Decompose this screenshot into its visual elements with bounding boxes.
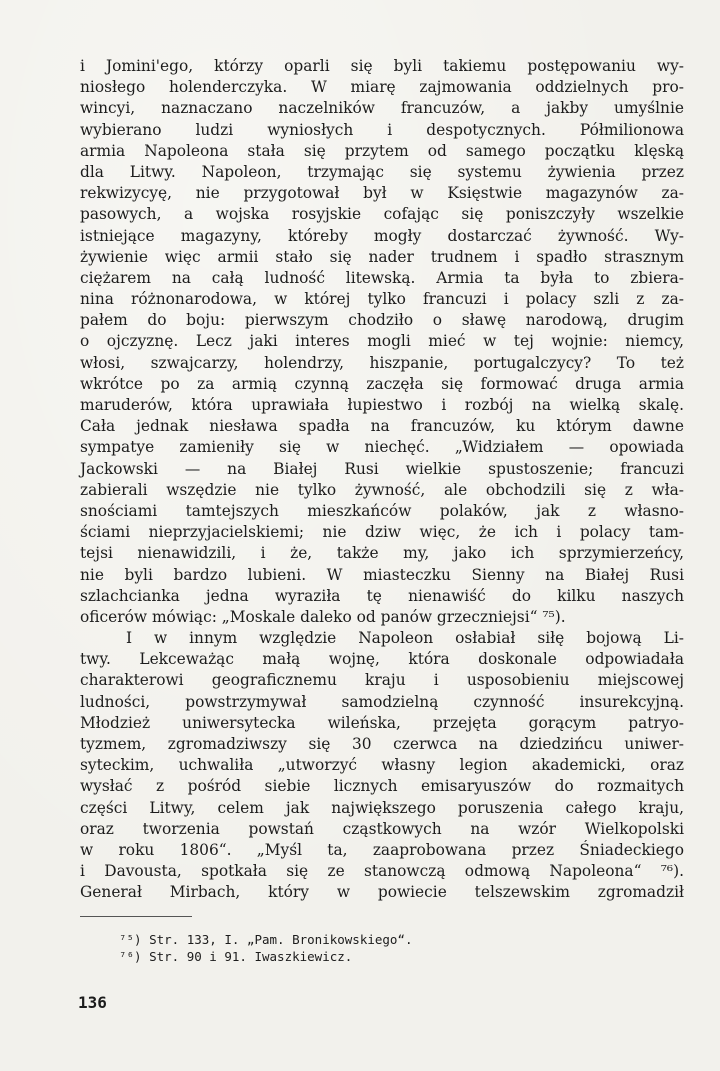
text-line: szlachcianka jedna wyraziła tę nienawiść do kilku naszych — [80, 586, 684, 605]
text-line: wincyi, naznaczano naczelników francuzów, a jakby umyślnie — [80, 99, 684, 118]
text-line: wysłać z pośród siebie licznych emisaryuszów do rozmaitych — [80, 777, 684, 796]
text-line: Młodzież uniwersytecka wileńska, przejęta gorącym patryo- — [80, 713, 684, 732]
text-line: twy. Lekceważąc małą wojnę, która doskonale odpowiadała — [80, 650, 684, 669]
text-line: Jackowski — na Białej Rusi wielkie spustoszenie; francuzi — [80, 459, 684, 478]
text-line: dla Litwy. Napoleon, trzymając się systemu żywienia przez — [80, 162, 684, 181]
text-line: i Jomini'ego, którzy oparli się byli takiemu postępowaniu wy- — [80, 57, 684, 75]
text-line: Cała jednak niesława spadła na francuzów, ku którym dawne — [80, 417, 684, 436]
text-line: włosi, szwajcarzy, holendrzy, hiszpanie, portugalczycy? To też — [80, 353, 684, 372]
text-line: pasowych, a wojska rosyjskie cofając się poniszczyły wszelkie — [80, 205, 684, 224]
text-line: ludności, powstrzymywał samodzielną czynność insurekcyjną. — [80, 692, 684, 711]
text-line: charakterowi geograficznemu kraju i usposobieniu miejscowej — [80, 671, 684, 690]
text-line: ściami nieprzyjacielskiemi; nie dziw więc, że ich i polacy tam- — [80, 523, 684, 542]
text-line: części Litwy, celem jak największego poruszenia całego kraju, — [80, 798, 684, 817]
page-number: 136 — [78, 993, 107, 1012]
footnote-divider — [80, 916, 192, 917]
text-line: syteckim, uchwaliła „utworzyć własny legion akademicki, oraz — [80, 756, 684, 775]
footnote-75: ⁷⁵) Str. 133, I. „Pam. Bronikowskiego“. — [119, 932, 413, 947]
text-line: wkrótce po za armią czynną zaczęła się formować druga armia — [80, 374, 684, 393]
text-line: wybierano ludzi wyniosłych i despotycznych. Półmilionowa — [80, 120, 684, 139]
text-line: nina różnonarodowa, w której tylko francuzi i polacy szli z za- — [80, 290, 684, 309]
text-line: ciężarem na całą ludność litewską. Armia ta była to zbiera- — [80, 268, 684, 287]
text-line: i Davousta, spotkała się ze stanowczą odmową Napoleona“ ⁷⁶). — [80, 862, 684, 881]
paragraph-start-line: I w innym względzie Napoleon osłabiał siłę bojową Li- — [126, 629, 684, 648]
body-text — [80, 56, 684, 904]
text-line: maruderów, która uprawiała łupiestwo i rozbój na wielką skalę. — [80, 396, 684, 414]
text-line: żywienie więc armii stało się nader trudnem i spadło strasznym — [80, 247, 684, 266]
footnotes — [119, 931, 519, 965]
text-line: sympatye zamieniły się w niechęć. „Widziałem — opowiada — [80, 438, 684, 457]
text-line: nie byli bardzo lubieni. W miasteczku Sienny na Białej Rusi — [80, 565, 684, 584]
text-line: tyzmem, zgromadziwszy się 30 czerwca na dziedzińcu uniwer- — [80, 735, 684, 753]
text-line: armia Napoleona stała się przytem od samego początku klęską — [80, 141, 684, 160]
text-line: pałem do boju: pierwszym chodziło o sławę narodową, drugim — [80, 311, 684, 330]
text-line: zabierali wszędzie nie tylko żywność, ale obchodzili się z wła- — [80, 480, 684, 499]
text-line: oraz tworzenia powstań cząstkowych na wzór Wielkopolski — [80, 819, 684, 838]
text-line: tejsi nienawidzili, i że, także my, jako ich sprzymierzeńcy, — [80, 544, 684, 563]
text-line: oficerów mówiąc: „Moskale daleko od panów grzeczniejsi“ ⁷⁵). — [80, 607, 566, 626]
text-line: rekwizycyę, nie przygotował był w Księstwie magazynów za- — [80, 184, 684, 203]
text-line: Generał Mirbach, który w powiecie telszewskim zgromadził — [80, 883, 684, 902]
footnote-76: ⁷⁶) Str. 90 i 91. Iwaszkiewicz. — [119, 949, 353, 964]
text-line: snościami tamtejszych mieszkańców polaków, jak z własno- — [80, 501, 684, 520]
text-line: o ojczyznę. Lecz jaki interes mogli mieć w tej wojnie: niemcy, — [80, 332, 684, 351]
text-line: w roku 1806“. „Myśl ta, zaaprobowana przez Śniadeckiego — [80, 840, 684, 859]
text-line: istniejące magazyny, któreby mogły dostarczać żywność. Wy- — [80, 226, 684, 245]
text-line: niosłego holenderczyka. W miarę zajmowania oddzielnych pro- — [80, 78, 684, 97]
